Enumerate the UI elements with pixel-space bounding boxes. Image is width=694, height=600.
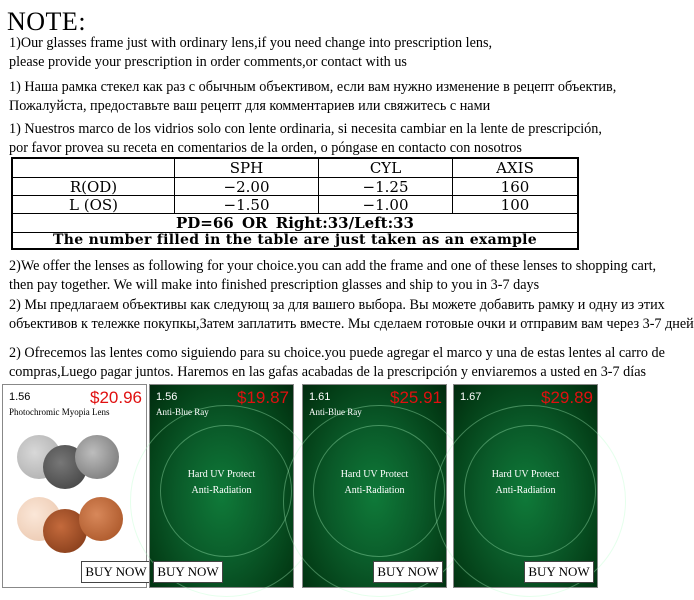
table-header-axis: AXIS xyxy=(496,159,534,177)
note-english-line: please provide your prescription in order comments,or contact with us xyxy=(9,54,407,70)
table-cell: −1.00 xyxy=(319,196,453,213)
note-english-line: 1)Our glasses frame just with ordinary lens,if you need change into prescription lens, xyxy=(9,35,493,51)
buy-now-button[interactable]: BUY NOW xyxy=(153,561,223,583)
product-feature: Hard UV Protect xyxy=(187,469,256,480)
table-header-row xyxy=(13,159,577,178)
product-index: 1.56 xyxy=(156,391,178,403)
offer-russian-line: 2) Мы предлагаем объективы как следующ за для вашего выбора. Вы можете добавить рамку и одну из этих xyxy=(9,297,665,313)
buy-now-button[interactable]: BUY NOW xyxy=(373,561,443,583)
product-feature: Anti-Radiation xyxy=(191,485,252,496)
table-pd-row: PD=66 OR Right:33/Left:33 xyxy=(13,214,577,233)
note-russian xyxy=(9,78,616,116)
note-title: NOTE: xyxy=(7,7,87,36)
table-header-cyl: CYL xyxy=(319,159,453,177)
product-card-167[interactable] xyxy=(453,384,598,588)
table-cell: R(OD) xyxy=(13,178,175,195)
buy-now-button[interactable]: BUY NOW xyxy=(524,561,594,583)
offer-english-line: then pay together. We will make into finished prescription glasses and ship to you in 3-7 days xyxy=(9,277,540,293)
offer-english-line: 2)We offer the lenses as following for your choice.you can add the frame and one of these lenses to shopping cart, xyxy=(9,258,657,274)
product-card-161-anti-blue[interactable] xyxy=(302,384,447,588)
product-feature: Anti-Radiation xyxy=(344,485,405,496)
buy-now-button[interactable]: BUY NOW xyxy=(81,561,151,583)
table-cell: −1.50 xyxy=(175,196,319,213)
product-index: 1.67 xyxy=(460,391,482,403)
offer-spanish-line: 2) Ofrecemos las lentes como siguiendo para su choice.you puede agregar el marco y una de estas lentes al carro de xyxy=(9,345,665,361)
table-header-sph: SPH xyxy=(175,159,319,177)
product-feature: Anti-Radiation xyxy=(495,485,556,496)
offer-spanish-line: compras,Luego pagar juntos. Haremos en las gafas acabadas de la prescripción y enviaremos a usted en 3-7 días xyxy=(9,364,647,380)
note-spanish-line: 1) Nuestros marco de los vidrios solo con lente ordinaria, si necesita cambiar en la lente de prescripción, xyxy=(9,121,602,137)
note-spanish-line: por favor provea su receta en comentarios de la orden, o póngase en contacto con nosotros xyxy=(9,140,522,156)
table-header-cell xyxy=(13,159,175,177)
product-price: $29.89 xyxy=(541,388,593,407)
product-price: $25.91 xyxy=(390,388,442,407)
table-row-left-eye xyxy=(13,196,577,214)
lens-sample-mid-brown xyxy=(79,497,123,541)
product-index: 1.61 xyxy=(309,391,331,403)
offer-russian xyxy=(9,296,694,334)
note-spanish xyxy=(9,120,602,158)
table-row-right-eye xyxy=(13,178,577,196)
table-cell: −2.00 xyxy=(175,178,319,195)
offer-english xyxy=(9,257,656,295)
product-card-156-anti-blue[interactable] xyxy=(149,384,294,588)
lens-product-strip xyxy=(0,384,600,588)
product-feature: Hard UV Protect xyxy=(340,469,409,480)
product-card-photochromic[interactable] xyxy=(2,384,147,588)
table-cell: 100 xyxy=(500,195,530,214)
product-index: 1.56 xyxy=(9,391,31,403)
note-russian-line: Пожалуйста, предоставьте ваш рецепт для комментариев или свяжитесь с нами xyxy=(9,98,491,114)
product-subtitle: Anti-Blue Ray xyxy=(156,407,209,417)
prescription-table xyxy=(11,157,579,250)
table-cell: −1.25 xyxy=(319,178,453,195)
note-russian-line: 1) Наша рамка стекел как раз с обычным объективом, если вам нужно изменение в рецепт объектив, xyxy=(9,79,617,95)
table-cell: 160 xyxy=(500,177,530,196)
product-feature: Hard UV Protect xyxy=(491,469,560,480)
product-price: $20.96 xyxy=(90,388,142,407)
table-cell: L (OS) xyxy=(13,196,175,213)
product-subtitle: Anti-Blue Ray xyxy=(309,407,362,417)
offer-russian-line: объективов к тележке покупкы,Затем заплатить вместе. Мы сделаем готовые очки и отправим вам через 3-7 дней xyxy=(9,316,694,332)
lens-sample-mid-gray xyxy=(75,435,119,479)
note-english xyxy=(9,34,492,72)
offer-spanish xyxy=(9,344,665,382)
product-subtitle: Photochromic Myopia Lens xyxy=(9,407,110,417)
product-price: $19.87 xyxy=(237,388,289,407)
table-example-note: The number filled in the table are just taken as an example xyxy=(53,232,537,248)
